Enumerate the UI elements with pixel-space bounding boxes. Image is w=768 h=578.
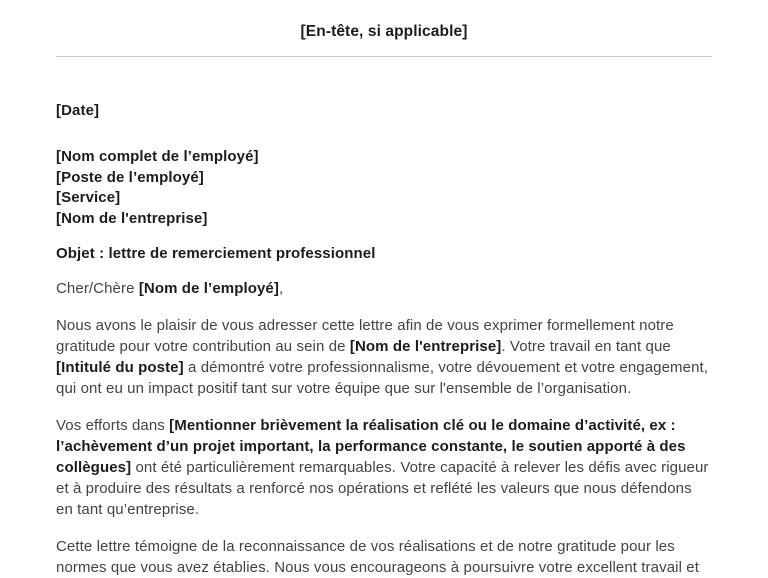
paragraph-text: Nous avons le plaisir de vous adresser cette lettre afin de vous exprimer formellement notre gratitude pour votre contribution au sein de bbox=[56, 317, 674, 355]
salutation-suffix: , bbox=[278, 280, 284, 297]
date-line: [Date] bbox=[56, 102, 100, 119]
paragraph-text: Cette lettre témoigne de la reconnaissance de vos réalisations et de notre gratitude pour les normes que vous avez établies. Nous vous encourageons à poursuivre votre excellent travail et bbox=[56, 538, 699, 576]
salutation-prefix: Cher/Chère bbox=[56, 280, 139, 297]
placeholder-bold-text: [Mentionner brièvement la réalisation clé ou le domaine d’activité, ex : l’achèvement d’un projet important, la performance constante, le soutien apporté à des collègues] bbox=[56, 417, 686, 476]
subject-line: Objet : lettre de remerciement professionnel bbox=[56, 245, 376, 262]
recipient-company-line: [Nom de l'entreprise] bbox=[56, 209, 208, 227]
recipient-position-line: [Poste de l’employé] bbox=[56, 168, 204, 186]
header-divider bbox=[56, 56, 712, 57]
placeholder-bold-text: [Intitulé du poste] bbox=[56, 359, 184, 376]
salutation-line bbox=[56, 278, 712, 299]
recipient-block bbox=[56, 147, 712, 229]
paragraph-text: Vos efforts dans bbox=[56, 417, 170, 434]
body-paragraph bbox=[56, 315, 712, 399]
body-paragraph bbox=[56, 415, 712, 520]
paragraph-text: . Votre travail en tant que bbox=[501, 338, 671, 355]
recipient-department-line: [Service] bbox=[56, 189, 121, 206]
letter-body bbox=[56, 315, 712, 578]
body-paragraph bbox=[56, 536, 712, 578]
paragraph-text: a démontré votre professionnalisme, votre dévouement et votre engagement, qui ont eu un impact positif tant sur votre équipe que sur l'ensemble de l’organisation. bbox=[56, 359, 709, 397]
paragraph-text: ont été particulièrement remarquables. Votre capacité à relever les défis avec rigueur et à produire des résultats a renforcé nos opérations et reflété les valeurs que nous défendons en tant qu’entreprise. bbox=[56, 459, 709, 518]
recipient-name-line: [Nom complet de l’employé] bbox=[56, 148, 259, 165]
letter-header: [En-tête, si applicable] bbox=[300, 23, 468, 40]
salutation-name-placeholder: [Nom de l’employé] bbox=[138, 280, 279, 297]
placeholder-bold-text: [Nom de l'entreprise] bbox=[349, 338, 502, 355]
